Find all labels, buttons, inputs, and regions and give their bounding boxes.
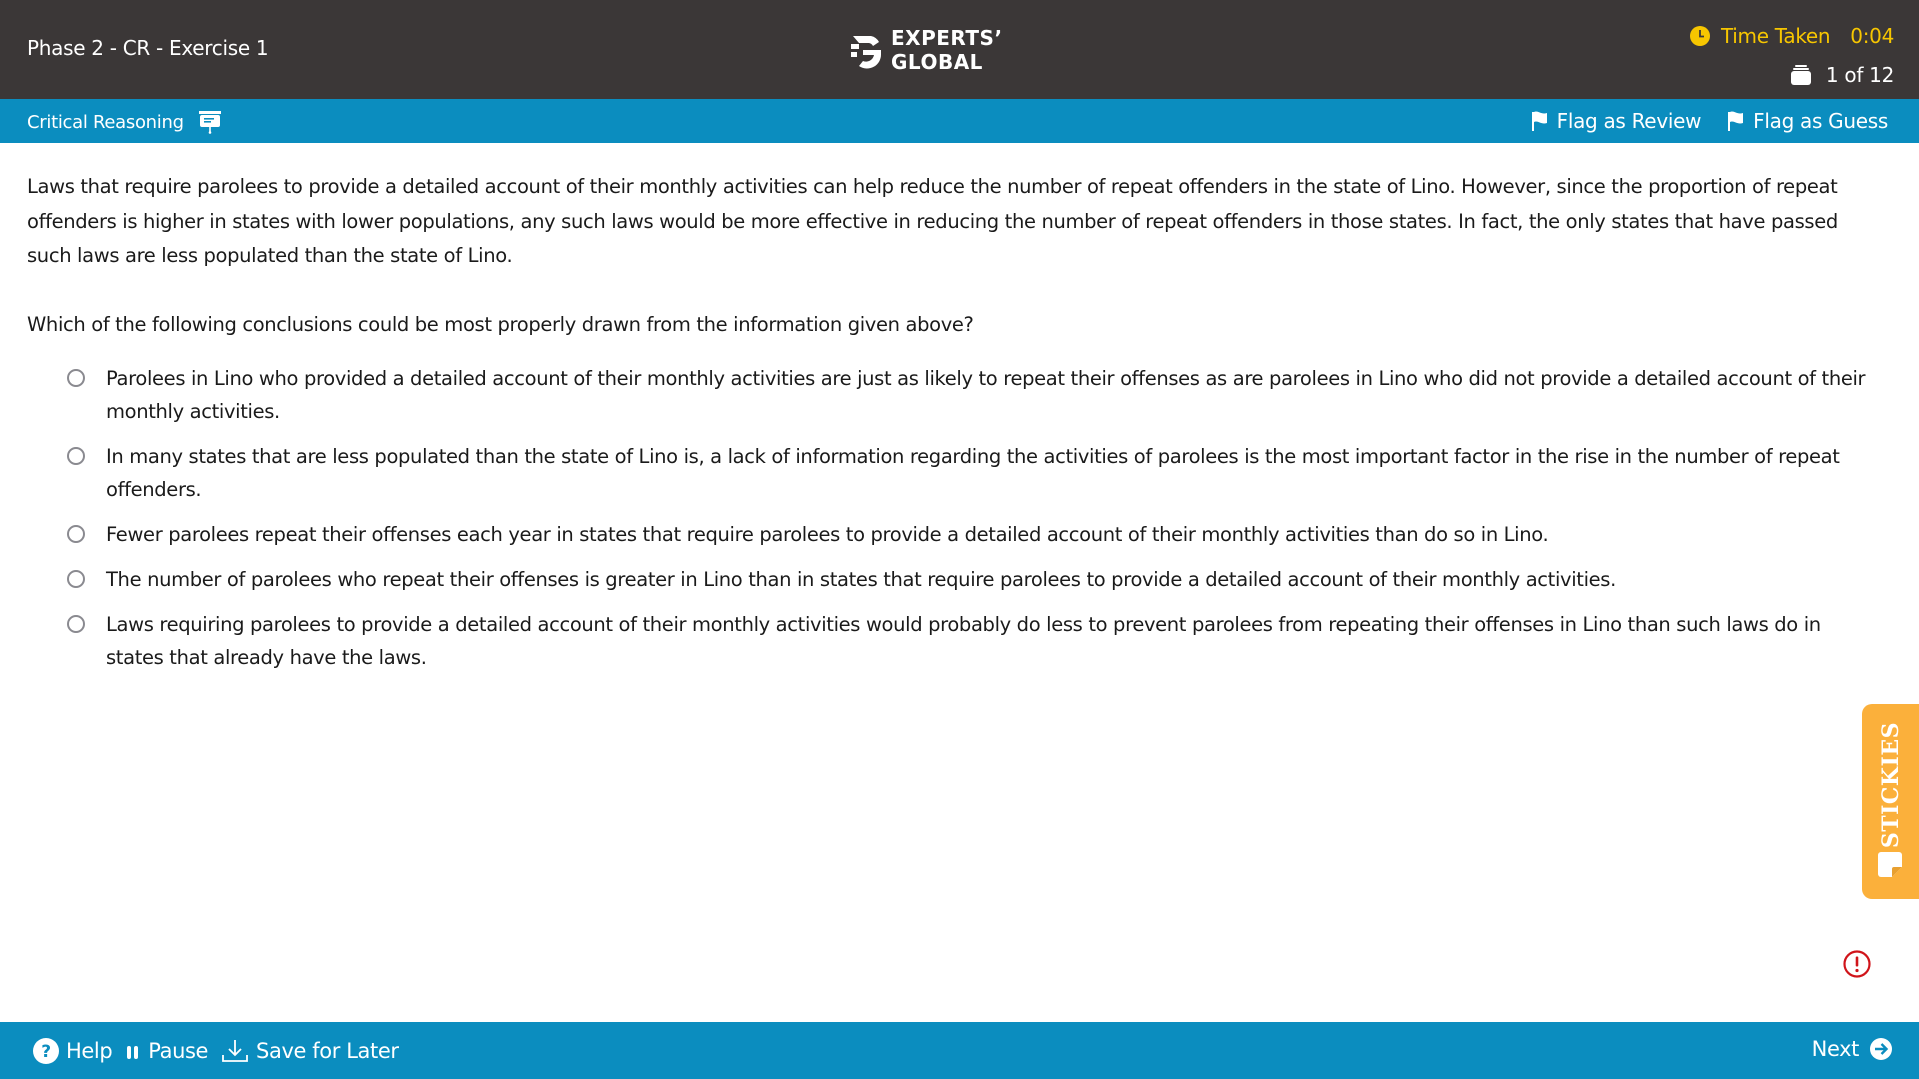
next-label: Next — [1811, 1037, 1859, 1061]
counter-text: 1 of 12 — [1825, 63, 1894, 87]
bottom-toolbar — [0, 1022, 1919, 1079]
answer-option-d[interactable] — [27, 563, 1877, 596]
stickies-tab[interactable] — [1862, 704, 1919, 899]
flag-as-review-button[interactable] — [1531, 109, 1702, 133]
timer-value: 0:04 — [1850, 24, 1894, 48]
clock-icon — [1689, 25, 1711, 47]
logo-line2: GLOBAL — [891, 50, 983, 74]
answer-option-c[interactable] — [27, 518, 1877, 551]
arrow-right-circle-icon — [1869, 1037, 1893, 1061]
option-text: The number of parolees who repeat their offenses is greater in Lino than in states that require parolees to provide a detailed account of their monthly activities. — [106, 568, 1616, 591]
exercise-title: Phase 2 - CR - Exercise 1 — [27, 36, 269, 60]
sticky-note-icon — [1877, 850, 1903, 878]
help-label: Help — [66, 1039, 113, 1063]
flag-icon — [1727, 110, 1745, 132]
top-header — [0, 0, 1919, 99]
radio-button[interactable] — [67, 525, 85, 543]
question-stack-icon — [1790, 64, 1812, 86]
flag-icon — [1531, 110, 1549, 132]
radio-button[interactable] — [67, 369, 85, 387]
question-counter — [1790, 63, 1894, 87]
radio-button[interactable] — [67, 447, 85, 465]
option-text: In many states that are less populated than the state of Lino is, a lack of information regarding the activities of parolees is the most important factor in the rise in the number of repeat offenders. — [106, 445, 1840, 501]
section-bar — [0, 99, 1919, 143]
pause-button[interactable] — [124, 1039, 208, 1063]
question-stem: Which of the following conclusions could be most properly drawn from the information given above? — [27, 312, 974, 336]
logo-mark-icon — [849, 30, 883, 70]
question-content — [27, 170, 1877, 686]
download-icon — [220, 1037, 250, 1065]
save-label: Save for Later — [256, 1039, 399, 1063]
bottom-left-actions — [32, 1037, 399, 1065]
flag-as-guess-button[interactable] — [1727, 109, 1888, 133]
presentation-board-icon[interactable] — [198, 110, 222, 134]
logo-line1: EXPERTS’ — [891, 26, 1003, 50]
option-text: Laws requiring parolees to provide a detailed account of their monthly activities would probably do less to prevent parolees from repeating their offenses in Lino than such laws do in states that already have the laws. — [106, 613, 1821, 669]
answer-options — [27, 362, 1877, 674]
stickies-label: STICKIES — [1877, 722, 1904, 849]
answer-option-e[interactable] — [27, 608, 1877, 674]
answer-option-a[interactable] — [27, 362, 1877, 428]
passage-text: Laws that require parolees to provide a detailed account of their monthly activities can help reduce the number of repeat offenders in the state of Lino. However, since the proportion of repeat offenders is higher in states with lower populations, any such laws would be more effective in reducing the number of repeat offenders in those states. In fact, the only states that have passed such laws are less populated than the state of Lino. — [27, 175, 1838, 267]
section-name — [27, 110, 222, 134]
radio-button[interactable] — [67, 615, 85, 633]
radio-button[interactable] — [67, 570, 85, 588]
svg-text:?: ? — [41, 1042, 51, 1062]
experts-global-logo — [849, 26, 1003, 74]
pause-label: Pause — [148, 1039, 209, 1063]
next-button[interactable] — [1812, 1037, 1893, 1061]
flag-guess-label: Flag as Guess — [1753, 109, 1888, 133]
option-text: Fewer parolees repeat their offenses each year in states that require parolees to provide a detailed account of their monthly activities than do so in Lino. — [106, 523, 1549, 546]
timer-label: Time Taken — [1720, 24, 1831, 48]
save-for-later-button[interactable] — [220, 1037, 399, 1065]
time-taken — [1689, 24, 1894, 48]
answer-option-b[interactable] — [27, 440, 1877, 506]
section-label: Critical Reasoning — [27, 111, 184, 133]
report-error-icon[interactable] — [1842, 949, 1872, 979]
flag-buttons — [1531, 109, 1888, 133]
option-text: Parolees in Lino who provided a detailed account of their monthly activities are just as likely to repeat their offenses as are parolees in Lino who did not provide a detailed account of their monthly activities. — [106, 367, 1866, 423]
pause-icon — [124, 1041, 142, 1061]
help-icon — [32, 1037, 60, 1065]
flag-review-label: Flag as Review — [1556, 109, 1702, 133]
help-button[interactable] — [32, 1037, 112, 1065]
